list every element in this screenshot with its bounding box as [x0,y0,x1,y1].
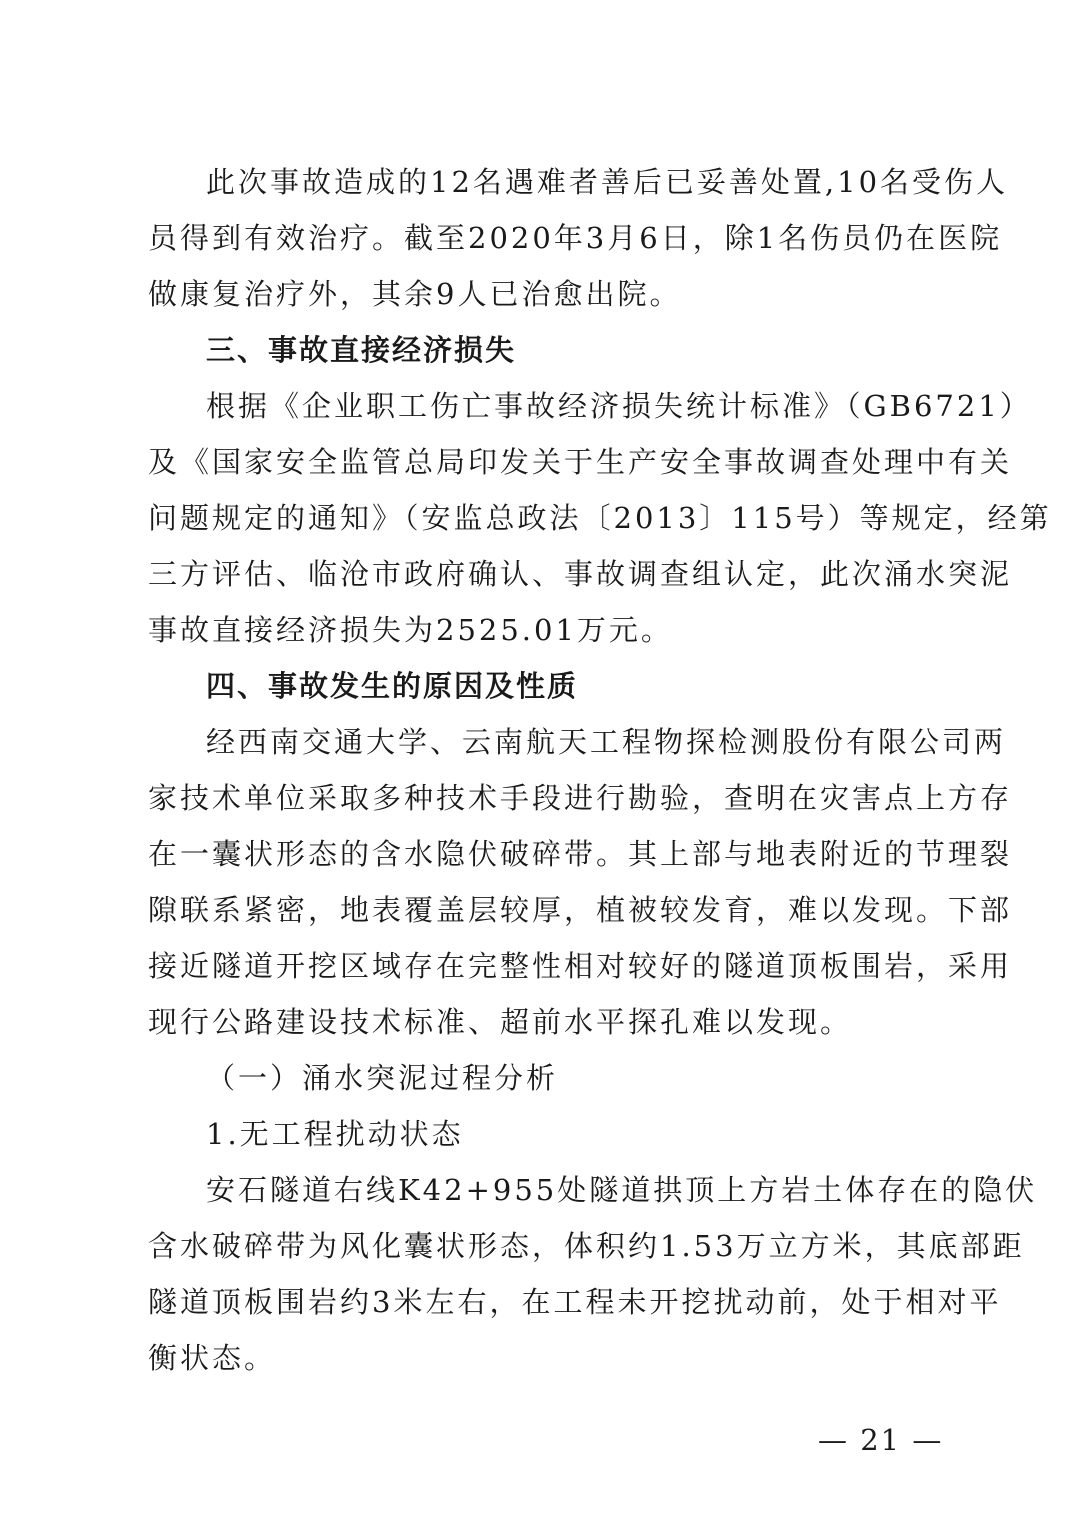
paragraph-state-line-1: 安石隧道右线K42+955处隧道拱顶上方岩土体存在的隐伏 [206,1173,1038,1207]
paragraph-casualties-line-3: 做康复治疗外，其余9人已治愈出院。 [148,277,682,311]
paragraph-casualties-line-1: 此次事故造成的12名遇难者善后已妥善处置,10名受伤人 [206,165,1009,199]
paragraph-cause-line-4: 隙联系紧密，地表覆盖层较厚，植被较发育，难以发现。下部 [148,893,1013,927]
paragraph-cause-line-5: 接近隧道开挖区域存在完整性相对较好的隧道顶板围岩，采用 [148,949,1013,983]
paragraph-state-line-4: 衡状态。 [148,1341,277,1375]
section-heading-cause-nature: 四、事故发生的原因及性质 [206,669,579,703]
paragraph-casualties-line-2: 员得到有效治疗。截至2020年3月6日，除1名伤员仍在医院 [148,221,1003,255]
paragraph-loss-line-3: 问题规定的通知》（安监总政法〔2013〕115号）等规定，经第 [148,501,1052,535]
section-heading-economic-loss: 三、事故直接经济损失 [206,333,517,367]
subheading-process-analysis: （一）涌水突泥过程分析 [206,1061,559,1095]
subheading-no-disturbance: 1.无工程扰动状态 [206,1117,464,1151]
paragraph-state-line-3: 隧道顶板围岩约3米左右，在工程未开挖扰动前，处于相对平 [148,1285,1002,1319]
paragraph-loss-line-4: 三方评估、临沧市政府确认、事故调查组认定，此次涌水突泥 [148,557,1013,591]
paragraph-cause-line-3: 在一囊状形态的含水隐伏破碎带。其上部与地表附近的节理裂 [148,837,1013,871]
paragraph-cause-line-2: 家技术单位采取多种技术手段进行勘验，查明在灾害点上方存 [148,781,1013,815]
page-number: — 21 — [818,1423,944,1457]
paragraph-cause-line-6: 现行公路建设技术标准、超前水平探孔难以发现。 [148,1005,853,1039]
paragraph-cause-line-1: 经西南交通大学、云南航天工程物探检测股份有限公司两 [206,725,1007,759]
paragraph-loss-line-5: 事故直接经济损失为2525.01万元。 [148,613,673,647]
paragraph-loss-line-2: 及《国家安全监管总局印发关于生产安全事故调查处理中有关 [148,445,1013,479]
paragraph-loss-line-1: 根据《企业职工伤亡事故经济损失统计标准》（GB6721） [206,389,1032,423]
paragraph-state-line-2: 含水破碎带为风化囊状形态，体积约1.53万立方米，其底部距 [148,1229,1025,1263]
